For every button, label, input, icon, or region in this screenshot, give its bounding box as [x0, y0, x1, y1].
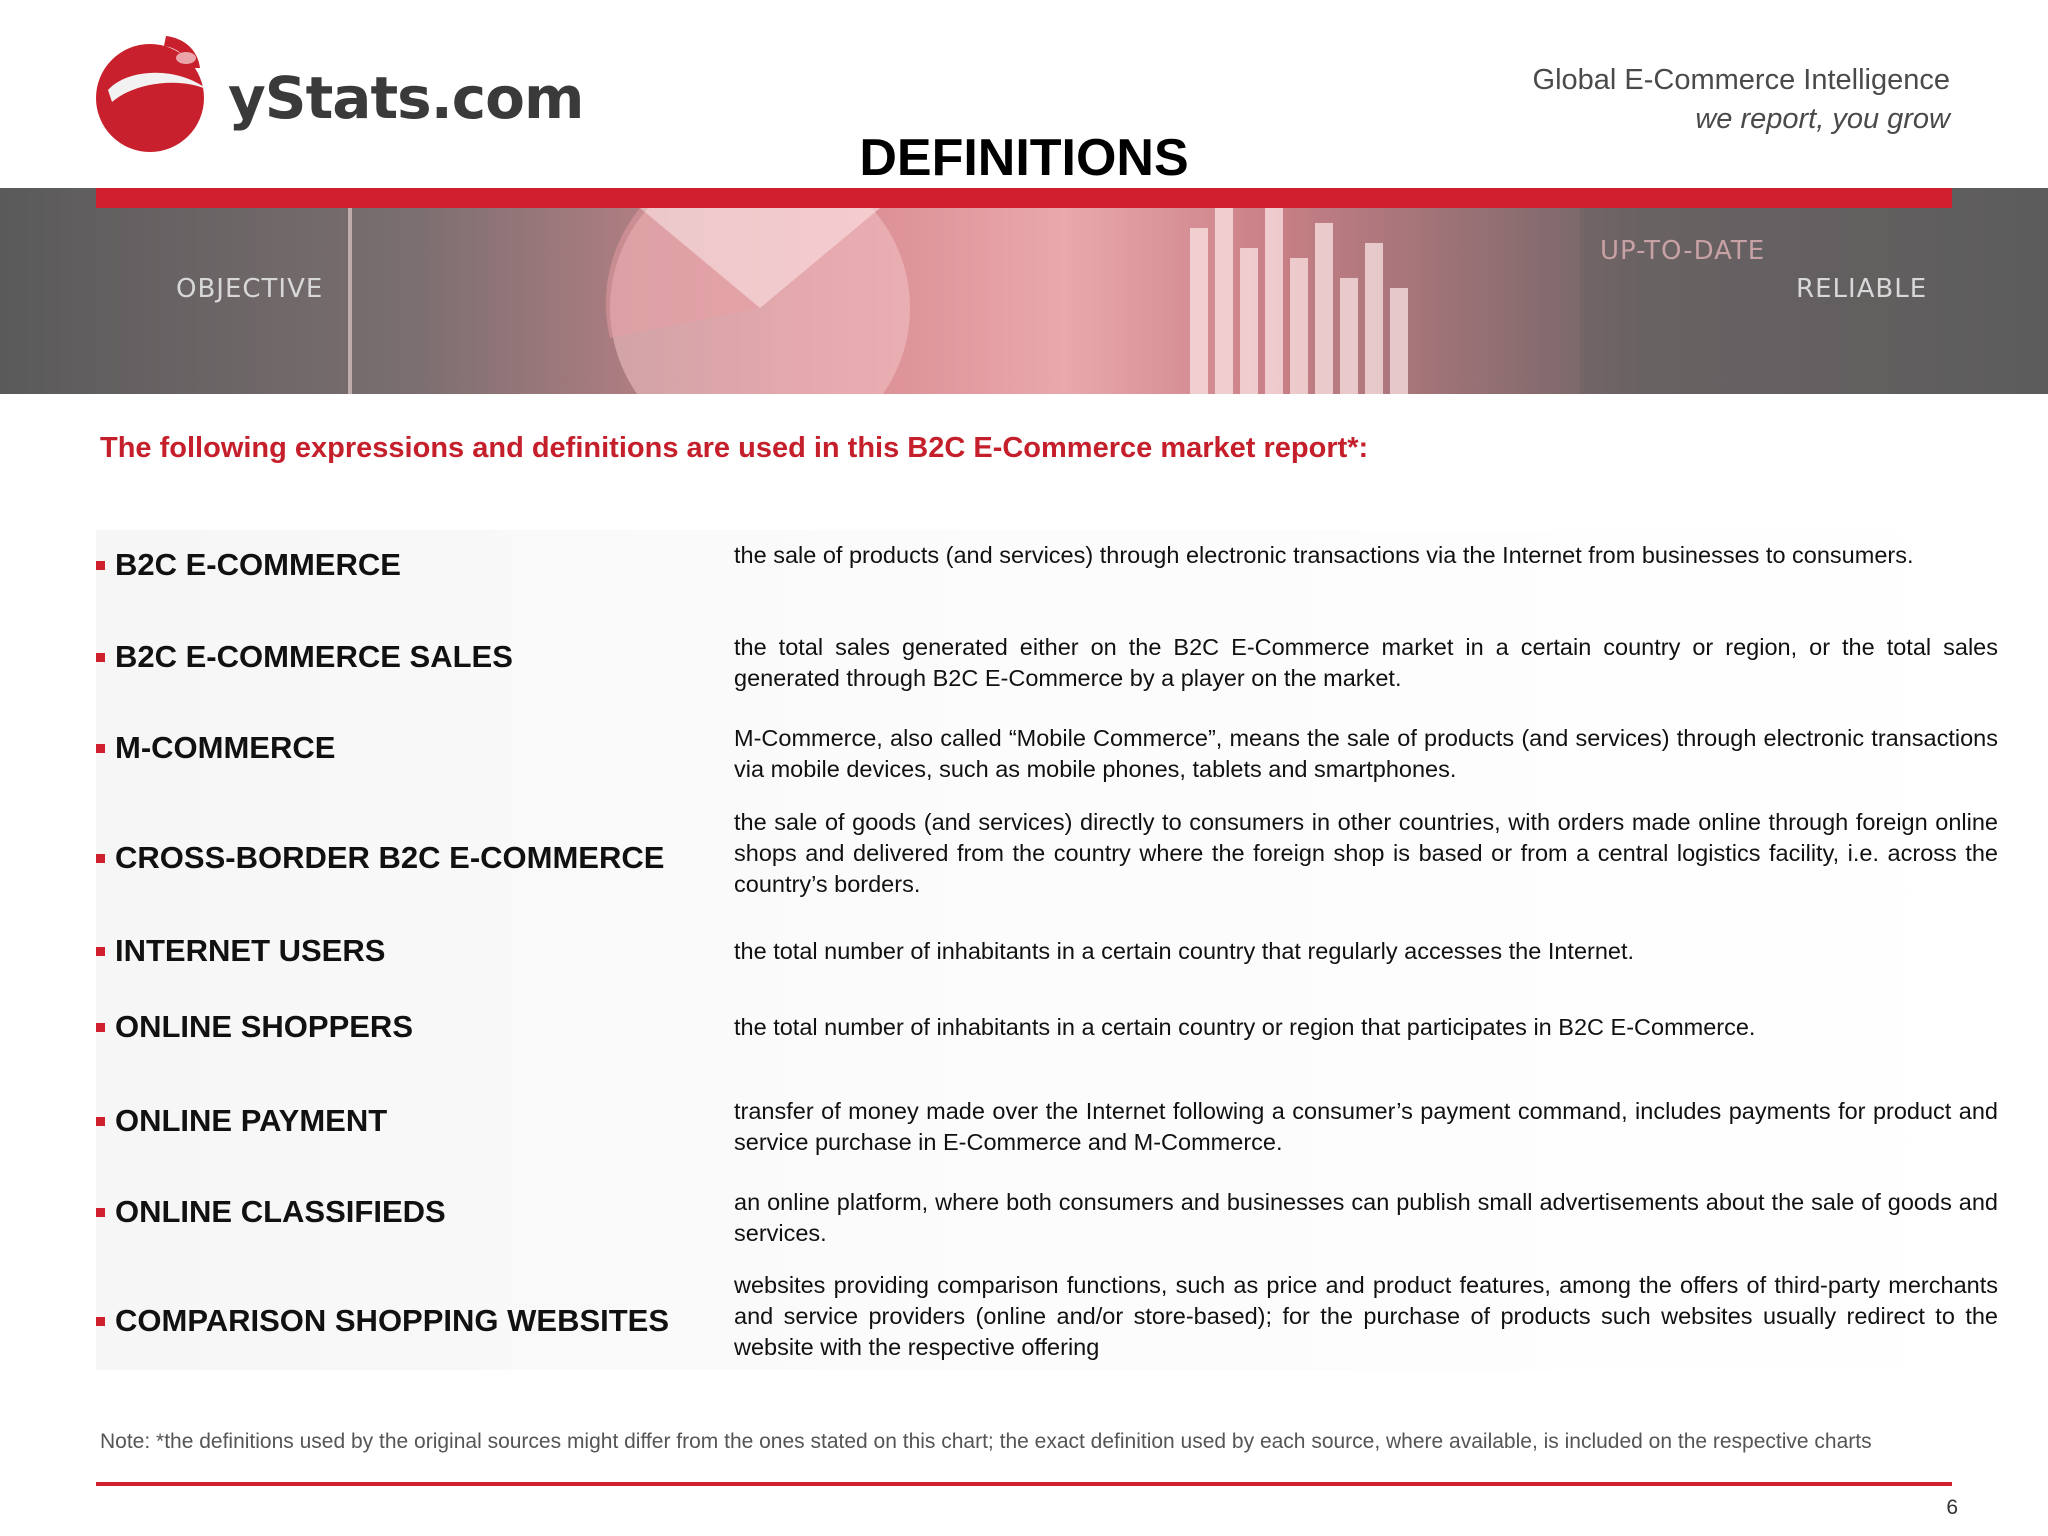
page-title: DEFINITIONS: [859, 129, 1189, 187]
definition-term: M-COMMERCE: [96, 723, 716, 773]
bullet-icon: [96, 947, 105, 956]
tagline-line-2: we report, you grow: [1695, 103, 1950, 135]
bullet-icon: [96, 744, 105, 753]
banner-word-reliable: RELIABLE: [1796, 274, 1928, 304]
definition-term: ONLINE SHOPPERS: [96, 1010, 716, 1044]
bullet-icon: [96, 1023, 105, 1032]
footer-red-rule: [96, 1482, 1952, 1486]
page-number: 6: [1946, 1496, 1958, 1519]
definition-text: an online platform, where both consumers and businesses can publish small advertisements about the sale of goods and services.: [734, 1189, 1998, 1246]
definition-term: INTERNET USERS: [96, 934, 716, 968]
bullet-icon: [96, 561, 105, 570]
definition-term: B2C E-COMMERCE: [96, 540, 716, 590]
definition-text: websites providing comparison functions, such as price and product features, among the offers of third-party merchants and service providers (online and/or store-based); for the purchase of products such websites usually redirect to the website with the respective offering: [734, 1272, 1998, 1360]
header-banner-image: [0, 188, 2048, 394]
bullet-icon: [96, 1317, 105, 1326]
definition-text: the total number of inhabitants in a certain country or region that participates in B2C E-Commerce.: [734, 1014, 1756, 1040]
bullet-icon: [96, 653, 105, 662]
tagline: [1533, 64, 1950, 136]
bullet-icon: [96, 854, 105, 863]
bullet-icon: [96, 1117, 105, 1126]
definition-text: the total number of inhabitants in a certain country that regularly accesses the Internet.: [734, 938, 1635, 964]
definition-term: B2C E-COMMERCE SALES: [96, 632, 716, 682]
definition-text: the total sales generated either on the B2C E-Commerce market in a certain country or region, or the total sales generated through B2C E-Commerce by a player on the market.: [734, 634, 1998, 691]
banner-word-up-to-date: UP-TO-DATE: [1600, 236, 1766, 266]
intro-text: The following expressions and definitions are used in this B2C E-Commerce market report*:: [100, 432, 1369, 464]
header-red-rule: [96, 188, 1952, 208]
ystats-logo: [88, 28, 688, 138]
definition-text: transfer of money made over the Internet following a consumer’s payment command, includes payments for product and service purchase in E-Commerce and M-Commerce.: [734, 1098, 1998, 1155]
brand-name: yStats.com: [228, 64, 584, 132]
definition-text: M-Commerce, also called “Mobile Commerce”, means the sale of products (and services) through electronic transactions via mobile devices, such as mobile phones, tablets and smartphones.: [734, 725, 1998, 782]
tagline-line-1: Global E-Commerce Intelligence: [1532, 64, 1950, 96]
definition-text: the sale of products (and services) through electronic transactions via the Internet from businesses to consumers.: [734, 542, 1914, 568]
definition-term: CROSS-BORDER B2C E-COMMERCE: [96, 827, 716, 889]
bullet-icon: [96, 1208, 105, 1217]
banner-word-objective: OBJECTIVE: [176, 274, 324, 304]
definition-term: ONLINE CLASSIFIEDS: [96, 1187, 716, 1237]
definitions-list: [96, 530, 2006, 1370]
definition-term: ONLINE PAYMENT: [96, 1096, 716, 1146]
footnote: Note: *the definitions used by the original sources might differ from the ones stated on this chart; the exact definition used by each source, where available, is included on the respective charts: [100, 1430, 1872, 1453]
definition-text: the sale of goods (and services) directly to consumers in other countries, with orders made online through foreign online shops and delivered from the country where the foreign shop is based or from a central logistics facility, i.e. across the country’s borders.: [734, 809, 1998, 897]
definition-term: COMPARISON SHOPPING WEBSITES: [96, 1290, 716, 1352]
